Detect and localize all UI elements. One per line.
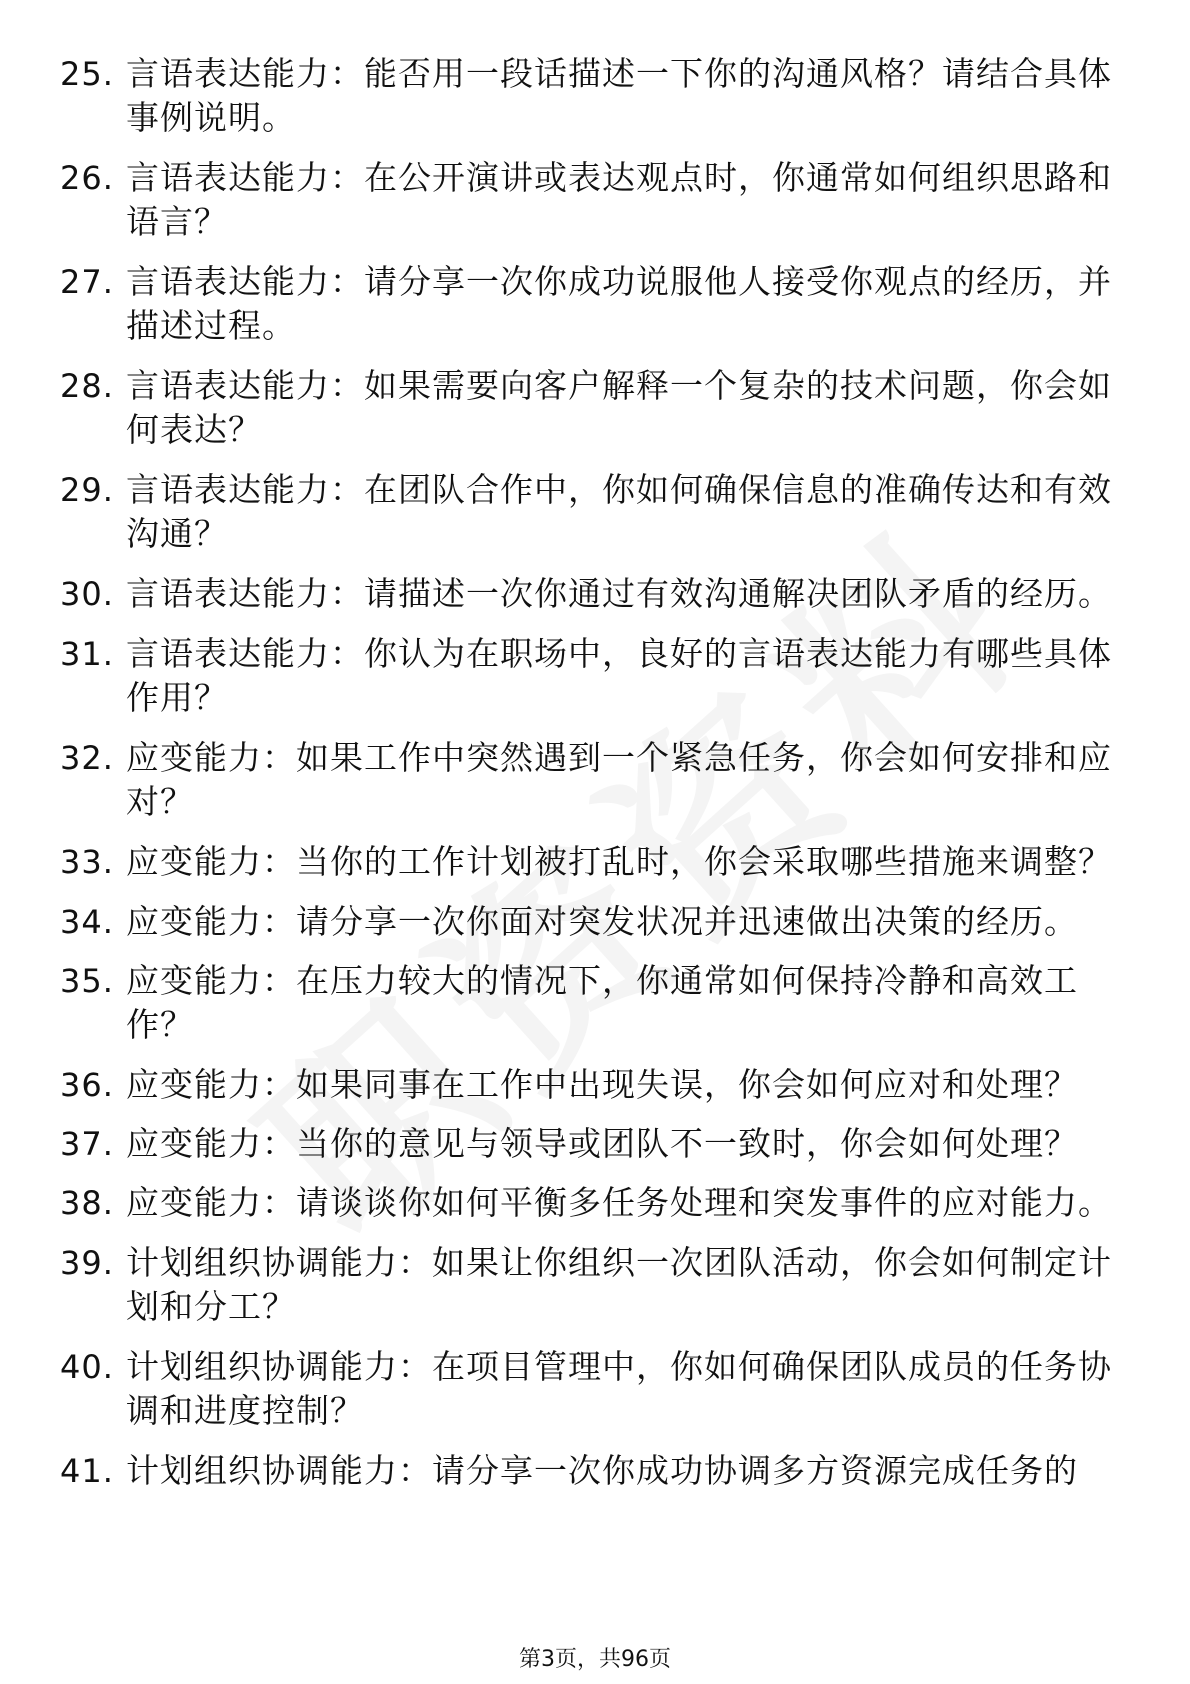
list-item [60, 156, 1130, 244]
question-text: 言语表达能力：在公开演讲或表达观点时，你通常如何组织思路和语言？ [126, 158, 1112, 241]
question-number: 37. [60, 1125, 114, 1163]
list-item [60, 1449, 1130, 1493]
question-text: 言语表达能力：请描述一次你通过有效沟通解决团队矛盾的经历。 [126, 574, 1112, 613]
list-item [60, 959, 1130, 1047]
question-number: 35. [60, 962, 114, 1000]
question-text: 言语表达能力：你认为在职场中，良好的言语表达能力有哪些具体作用？ [126, 634, 1112, 717]
question-text: 言语表达能力：请分享一次你成功说服他人接受你观点的经历，并描述过程。 [126, 262, 1112, 345]
list-item [60, 260, 1130, 348]
question-number: 25. [60, 55, 114, 93]
question-text: 言语表达能力：如果需要向客户解释一个复杂的技术问题，你会如何表达？ [126, 366, 1112, 449]
list-item [60, 1181, 1130, 1225]
list-item [60, 1345, 1130, 1433]
question-number: 29. [60, 471, 114, 509]
list-item [60, 632, 1130, 720]
question-text: 应变能力：如果同事在工作中出现失误，你会如何应对和处理？ [126, 1065, 1078, 1104]
question-text: 应变能力：当你的工作计划被打乱时，你会采取哪些措施来调整？ [126, 842, 1112, 881]
question-number: 41. [60, 1452, 114, 1490]
question-number: 39. [60, 1244, 114, 1282]
list-item [60, 1122, 1130, 1166]
question-number: 34. [60, 903, 114, 941]
list-item [60, 52, 1130, 140]
question-number: 26. [60, 159, 114, 197]
question-text: 应变能力：当你的意见与领导或团队不一致时，你会如何处理？ [126, 1124, 1078, 1163]
question-text: 言语表达能力：在团队合作中，你如何确保信息的准确传达和有效沟通？ [126, 470, 1112, 553]
page-footer: 第3页，共96页 [519, 1647, 671, 1672]
question-text: 计划组织协调能力：如果让你组织一次团队活动，你会如何制定计划和分工？ [126, 1243, 1112, 1326]
list-item [60, 1241, 1130, 1329]
list-item [60, 468, 1130, 556]
question-number: 31. [60, 635, 114, 673]
question-number: 27. [60, 263, 114, 301]
question-list [60, 52, 1130, 1508]
question-text: 应变能力：请谈谈你如何平衡多任务处理和突发事件的应对能力。 [126, 1183, 1112, 1222]
question-text: 应变能力：如果工作中突然遇到一个紧急任务，你会如何安排和应对？ [126, 738, 1112, 821]
question-text: 应变能力：请分享一次你面对突发状况并迅速做出决策的经历。 [126, 902, 1078, 941]
question-text: 应变能力：在压力较大的情况下，你通常如何保持冷静和高效工作？ [126, 961, 1078, 1044]
question-number: 30. [60, 575, 114, 613]
question-number: 33. [60, 843, 114, 881]
list-item [60, 736, 1130, 824]
question-number: 32. [60, 739, 114, 777]
list-item [60, 572, 1130, 616]
list-item [60, 840, 1130, 884]
list-item [60, 364, 1130, 452]
question-text: 计划组织协调能力：在项目管理中，你如何确保团队成员的任务协调和进度控制？ [126, 1347, 1112, 1430]
question-text: 言语表达能力：能否用一段话描述一下你的沟通风格？请结合具体事例说明。 [126, 54, 1112, 137]
list-item [60, 900, 1130, 944]
question-number: 36. [60, 1066, 114, 1104]
question-text: 计划组织协调能力：请分享一次你成功协调多方资源完成任务的 [126, 1451, 1078, 1490]
question-number: 38. [60, 1184, 114, 1222]
question-number: 40. [60, 1348, 114, 1386]
list-item [60, 1063, 1130, 1107]
question-number: 28. [60, 367, 114, 405]
